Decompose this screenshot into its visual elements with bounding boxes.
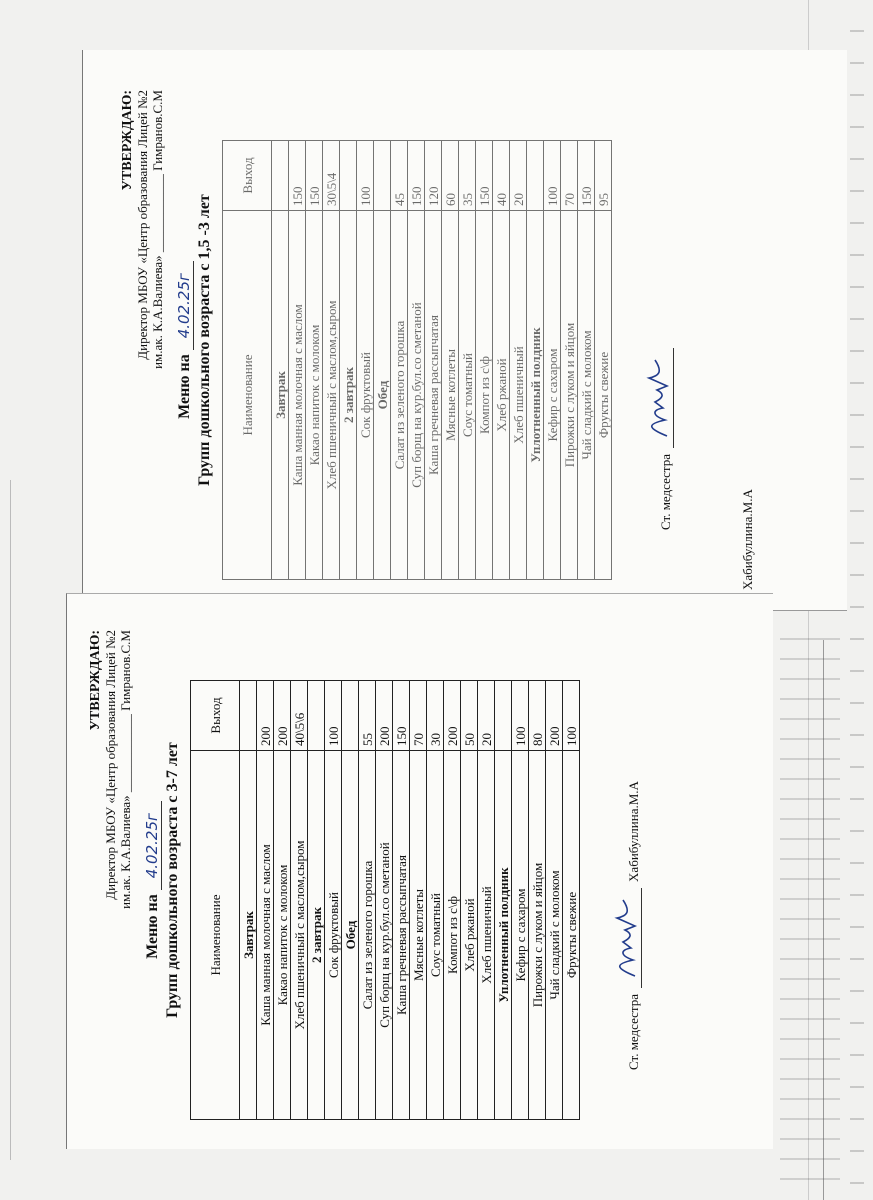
approval-signline: им.ак. К.А.Валиева» ____________ Гимранов.С.М (118, 630, 133, 909)
section-title: 2 завтрак (308, 751, 325, 1120)
nurse-label: Ст. медсестра (626, 993, 641, 1070)
dish-output: 60 (442, 141, 459, 211)
dish-output (374, 141, 391, 211)
menu-title-prefix: Меню на (176, 354, 193, 419)
menu-item-row (427, 681, 444, 1120)
nurse-name-standalone: Хабибуллина.М.А (740, 489, 755, 590)
dish-output: 200 (376, 681, 393, 751)
menu-subtitle: Групп дошкольного возраста с 1,5 -3 лет (196, 194, 213, 486)
menu-item-row (546, 681, 563, 1120)
scan-noise (780, 620, 840, 1180)
menu-table (222, 140, 612, 580)
approval-director: Директор МБОУ «Центр образования Лицей №2 (103, 630, 118, 900)
dish-output: 150 (476, 141, 493, 211)
nurse-signature (598, 630, 642, 1070)
dish-name: Мясные котлеты (442, 211, 459, 580)
dish-output: 95 (595, 141, 612, 211)
dish-name: Каша гречневая рассыпчатая (393, 751, 410, 1120)
menu-document-toddler (120, 90, 674, 590)
dish-output (240, 681, 257, 751)
menu-section-row (527, 141, 544, 580)
dish-name: Сок фруктовый (325, 751, 342, 1120)
dish-output: 120 (425, 141, 442, 211)
dish-name: Фрукты свежие (563, 751, 580, 1120)
dish-name: Салат из зеленого горошка (359, 751, 376, 1120)
dish-output: 40 (493, 141, 510, 211)
dish-output: 100 (544, 141, 561, 211)
dish-name: Мясные котлеты (410, 751, 427, 1120)
dish-output: 100 (357, 141, 374, 211)
dish-output: 150 (393, 681, 410, 751)
dish-name: Суп борщ на кур.бул.со сметаной (376, 751, 393, 1120)
nurse-signature (630, 90, 674, 530)
signature-mark (611, 888, 642, 988)
dish-output: 200 (444, 681, 461, 751)
scan-edge-line (10, 480, 11, 1160)
section-title: Уплотненный полдник (495, 751, 512, 1120)
dish-name: Сок фруктовый (357, 211, 374, 580)
dish-output (308, 681, 325, 751)
dish-name: Фрукты свежие (595, 211, 612, 580)
dish-output: 200 (257, 681, 274, 751)
dish-output: 150 (578, 141, 595, 211)
dish-output (272, 141, 289, 211)
menu-item-row (306, 141, 323, 580)
menu-item-row (410, 681, 427, 1120)
dish-name: Кефир с сахаром (512, 751, 529, 1120)
menu-item-row (376, 681, 393, 1120)
menu-section-row (495, 681, 512, 1120)
section-title: Обед (342, 751, 359, 1120)
dish-name: Салат из зеленого горошка (391, 211, 408, 580)
section-title: Обед (374, 211, 391, 580)
menu-section-row (340, 141, 357, 580)
dish-output: 200 (274, 681, 291, 751)
menu-item-row (442, 141, 459, 580)
dish-output: 20 (478, 681, 495, 751)
dish-output (342, 681, 359, 751)
menu-title (143, 630, 182, 1130)
dish-output: 150 (289, 141, 306, 211)
dish-name: Компот из с\ф (444, 751, 461, 1120)
menu-item-row (323, 141, 340, 580)
col-output-header: Выход (223, 141, 272, 211)
dish-name: Хлеб пшеничный с маслом,сыром (291, 751, 308, 1120)
dish-output: 100 (512, 681, 529, 751)
section-title: Завтрак (240, 751, 257, 1120)
menu-item-row (595, 141, 612, 580)
col-output-header: Выход (191, 681, 240, 751)
menu-item-row (478, 681, 495, 1120)
menu-item-row (459, 141, 476, 580)
dish-output: 30 (427, 681, 444, 751)
menu-item-row (274, 681, 291, 1120)
menu-document-preschool (88, 630, 642, 1130)
nurse-name: Хабибуллина.М.А (626, 781, 641, 882)
dish-output: 55 (359, 681, 376, 751)
section-title: Уплотненный полдник (527, 211, 544, 580)
menu-item-row (357, 141, 374, 580)
dish-output (527, 141, 544, 211)
menu-section-row (308, 681, 325, 1120)
dish-name: Каша гречневая рассыпчатая (425, 211, 442, 580)
dish-output: 100 (325, 681, 342, 751)
menu-item-row (257, 681, 274, 1120)
section-title: Завтрак (272, 211, 289, 580)
dish-output: 200 (546, 681, 563, 751)
dish-name: Хлеб пшеничный (478, 751, 495, 1120)
dish-output: 150 (408, 141, 425, 211)
menu-item-row (563, 681, 580, 1120)
menu-item-row (510, 141, 527, 580)
dish-name: Чай сладкий с молоком (546, 751, 563, 1120)
dish-name: Какао напиток с молоком (274, 751, 291, 1120)
menu-item-row (529, 681, 546, 1120)
menu-title-prefix: Меню на (144, 894, 161, 959)
menu-section-row (240, 681, 257, 1120)
dish-output (340, 141, 357, 211)
dish-name: Соус томатный (459, 211, 476, 580)
approval-block (88, 630, 133, 1130)
dish-name: Какао напиток с молоком (306, 211, 323, 580)
approval-signline: им.ак. К.А.Валиева» ____________ Гимранов.С.М (150, 90, 165, 369)
nurse-label: Ст. медсестра (658, 453, 673, 530)
approval-signer: Гимранов.С.М (150, 90, 165, 171)
dish-name: Суп борщ на кур.бул.со сметаной (408, 211, 425, 580)
menu-item-row (289, 141, 306, 580)
dish-name: Хлеб пшеничный с маслом,сыром (323, 211, 340, 580)
menu-item-row (578, 141, 595, 580)
dish-name: Хлеб ржаной (493, 211, 510, 580)
menu-item-row (393, 681, 410, 1120)
dish-name: Пирожки с луком и яйцом (529, 751, 546, 1120)
menu-table (190, 680, 580, 1120)
dish-output: 70 (561, 141, 578, 211)
menu-item-row (461, 681, 478, 1120)
approval-header: УТВЕРЖДАЮ: (88, 630, 103, 731)
menu-section-row (342, 681, 359, 1120)
dish-name: Пирожки с луком и яйцом (561, 211, 578, 580)
scan-noise (850, 0, 864, 1200)
dish-name: Кефир с сахаром (544, 211, 561, 580)
menu-section-row (374, 141, 391, 580)
dish-output: 50 (461, 681, 478, 751)
approval-header: УТВЕРЖДАЮ: (120, 90, 135, 191)
menu-item-row (291, 681, 308, 1120)
dish-output: 100 (563, 681, 580, 751)
menu-item-row (408, 141, 425, 580)
menu-item-row (561, 141, 578, 580)
dish-name: Хлеб пшеничный (510, 211, 527, 580)
menu-date: 4.02.25г (175, 261, 194, 350)
dish-name: Каша манная молочная с маслом (257, 751, 274, 1120)
menu-item-row (444, 681, 461, 1120)
menu-item-row (325, 681, 342, 1120)
dish-output: 80 (529, 681, 546, 751)
dish-output: 70 (410, 681, 427, 751)
menu-item-row (544, 141, 561, 580)
menu-subtitle: Групп дошкольного возраста с 3-7 лет (164, 742, 181, 1018)
dish-output: 150 (306, 141, 323, 211)
menu-date: 4.02.25г (143, 801, 162, 890)
approval-block (120, 90, 165, 590)
menu-item-row (476, 141, 493, 580)
menu-title (175, 90, 214, 590)
menu-section-row (272, 141, 289, 580)
dish-name: Компот из с\ф (476, 211, 493, 580)
dish-output: 20 (510, 141, 527, 211)
dish-output: 35 (459, 141, 476, 211)
dish-output (495, 681, 512, 751)
section-title: 2 завтрак (340, 211, 357, 580)
menu-item-row (493, 141, 510, 580)
signature-mark (643, 348, 674, 448)
menu-item-row (425, 141, 442, 580)
col-name-header: Наименование (223, 211, 272, 580)
dish-output: 30\5\4 (323, 141, 340, 211)
dish-name: Соус томатный (427, 751, 444, 1120)
col-name-header: Наименование (191, 751, 240, 1120)
dish-name: Хлеб ржаной (461, 751, 478, 1120)
menu-item-row (391, 141, 408, 580)
menu-item-row (359, 681, 376, 1120)
dish-name: Каша манная молочная с маслом (289, 211, 306, 580)
dish-output: 40\5\6 (291, 681, 308, 751)
dish-name: Чай сладкий с молоком (578, 211, 595, 580)
approval-director: Директор МБОУ «Центр образования Лицей №2 (135, 90, 150, 360)
approval-signer: Гимранов.С.М (118, 630, 133, 711)
menu-item-row (512, 681, 529, 1120)
dish-output: 45 (391, 141, 408, 211)
